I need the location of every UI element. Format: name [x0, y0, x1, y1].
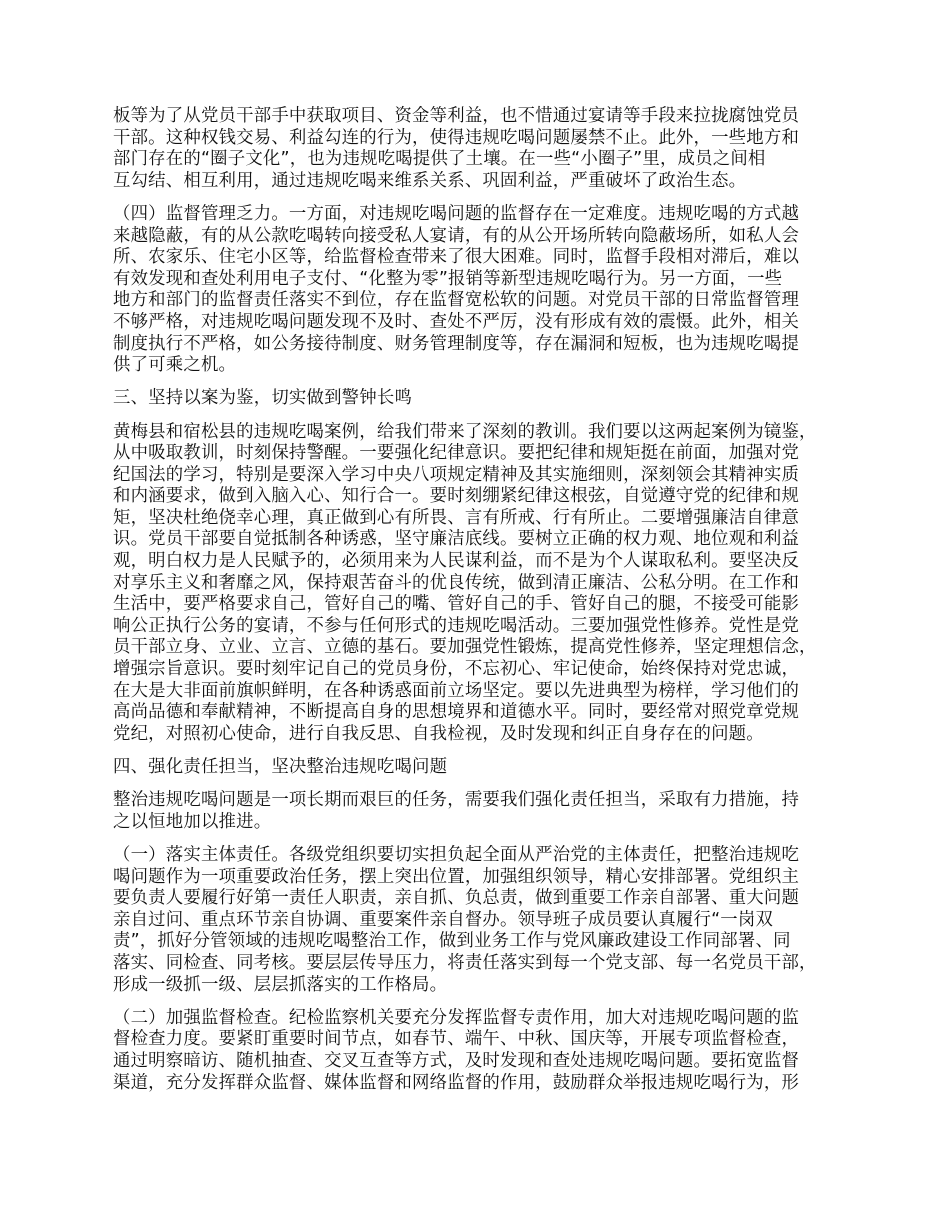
- text-line: 三、坚持以案为鉴，切实做到警钟长鸣: [113, 388, 413, 409]
- body-paragraph: [113, 204, 853, 377]
- text-line: 供了可乘之机。: [113, 355, 237, 376]
- text-line: 从中吸取教训，时刻保持警醒。一要强化纪律意识。要把纪律和规矩挺在前面，加强对党: [113, 443, 800, 464]
- text-line: 对享乐主义和奢靡之风，保持艰苦奋斗的优良传统，做到清正廉洁、公私分明。在工作和: [113, 572, 800, 593]
- text-line: 来越隐蔽，有的从公款吃喝转向接受私人宴请，有的从公开场所转向隐蔽场所，如私人会: [113, 225, 800, 246]
- text-line: 所、农家乐、住宅小区等，给监督检查带来了很大困难。同时，监督手段相对滞后，难以: [113, 247, 800, 268]
- text-line: 干部。这种权钱交易、利益勾连的行为，使得违规吃喝问题屡禁不止。此外，一些地方和: [113, 127, 800, 148]
- text-line: 渠道，充分发挥群众监督、媒体监督和网络监督的作用，鼓励群众举报违规吃喝行为，形: [113, 1072, 800, 1093]
- text-line: 四、强化责任担当，坚决整治违规吃喝问题: [113, 757, 448, 777]
- text-line: 生活中，要严格要求自己，管好自己的嘴、管好自己的手、管好自己的腿，不接受可能影: [113, 594, 800, 615]
- text-line: 督检查力度。要紧盯重要时间节点，如春节、端午、中秋、国庆等，开展专项监督检查，: [113, 1029, 800, 1050]
- text-line: 制度执行不严格，如公务接待制度、财务管理制度等，存在漏洞和短板，也为违规吃喝提: [113, 333, 800, 354]
- text-line: 在大是大非面前旗帜鲜明，在各种诱惑面前立场坚定。要以先进典型为榜样，学习他们的: [113, 680, 800, 701]
- text-line: 要负责人要履行好第一责任人职责，亲自抓、负总责，做到重要工作亲自部署、重大问题: [113, 888, 800, 909]
- text-line: 增强宗旨意识。要时刻牢记自己的党员身份，不忘初心、牢记使命，始终保持对党忠诚，: [113, 659, 800, 680]
- text-line: 响公正执行公务的宴请，不参与任何形式的违规吃喝活动。三要加强党性修养。党性是党: [113, 615, 800, 636]
- text-line: 之以恒地加以推进。: [113, 811, 272, 832]
- section-heading: [113, 757, 853, 779]
- text-line: （四）监督管理乏力。一方面，对违规吃喝问题的监督存在一定难度。违规吃喝的方式越: [113, 203, 800, 224]
- text-line: （一）落实主体责任。各级党组织要切实担负起全面从严治党的主体责任，把整治违规吃: [113, 844, 800, 865]
- text-line: 黄梅县和宿松县的违规吃喝案例，给我们带来了深刻的教训。我们要以这两起案例为镜鉴，: [113, 421, 817, 442]
- document-page: [113, 106, 853, 1106]
- text-line: 员干部立身、立业、立言、立德的基石。要加强党性锻炼，提高党性修养，坚定理想信念，: [113, 637, 817, 658]
- text-line: 党纪，对照初心使命，进行自我反思、自我检视，及时发现和纠正自身存在的问题。: [113, 723, 764, 744]
- text-line: 部门存在的“圈子文化”，也为违规吃喝提供了土壤。在一些“小圈子”里，成员之间相: [113, 149, 766, 170]
- text-line: 互勾结、相互利用，通过违规吃喝来维系关系、巩固利益，严重破坏了政治生态。: [113, 170, 747, 191]
- text-line: （二）加强监督检查。纪检监察机关要充分发挥监督专责作用，加大对违规吃喝问题的监: [113, 1007, 800, 1028]
- text-line: 板等为了从党员干部手中获取项目、资金等利益，也不惜通过宴请等手段来拉拢腐蚀党员: [113, 106, 800, 126]
- body-paragraph: [113, 845, 853, 996]
- section-heading: [113, 388, 853, 410]
- text-line: 有效发现和查处利用电子支付、“化整为零”报销等新型违规吃喝行为。另一方面，一些: [113, 268, 783, 289]
- text-line: 责”，抓好分管领域的违规吃喝整治工作，做到业务工作与党风廉政建设工作同部署、同: [113, 931, 791, 952]
- text-line: 观，明白权力是人民赋予的，必须用来为人民谋利益，而不是为个人谋取私利。要坚决反: [113, 551, 800, 572]
- text-line: 高尚品德和奉献精神，不断提高自身的思想境界和道德水平。同时，要经常对照党章党规: [113, 702, 800, 723]
- text-line: 不够严格，对违规吃喝问题发现不及时、查处不严厉，没有形成有效的震慑。此外，相关: [113, 311, 800, 332]
- text-line: 和内涵要求，做到入脑入心、知行合一。要时刻绷紧纪律这根弦，自觉遵守党的纪律和规: [113, 486, 800, 507]
- text-line: 整治违规吃喝问题是一项长期而艰巨的任务，需要我们强化责任担当，采取有力措施，持: [113, 790, 800, 811]
- text-line: 矩，坚决杜绝侥幸心理，真正做到心有所畏、言有所戒、行有所止。二要增强廉洁自律意: [113, 507, 800, 528]
- text-line: 纪国法的学习，特别是要深入学习中央八项规定精神及其实施细则，深刻领会其精神实质: [113, 464, 800, 485]
- body-paragraph: [113, 422, 853, 746]
- body-paragraph: [113, 790, 853, 833]
- text-line: 通过明察暗访、随机抽查、交叉互查等方式，及时发现和查处违规吃喝问题。要拓宽监督: [113, 1050, 800, 1071]
- body-paragraph: [113, 106, 853, 192]
- body-paragraph: [113, 1008, 853, 1094]
- text-line: 亲自过问、重点环节亲自协调、重要案件亲自督办。领导班子成员要认真履行“一岗双: [113, 909, 774, 930]
- text-line: 地方和部门的监督责任落实不到位，存在监督宽松软的问题。对党员干部的日常监督管理: [113, 290, 800, 311]
- text-line: 识。党员干部要自觉抵制各种诱惑，坚守廉洁底线。要树立正确的权力观、地位观和利益: [113, 529, 800, 550]
- text-line: 喝问题作为一项重要政治任务，摆上突出位置，加强组织领导，精心安排部署。党组织主: [113, 866, 800, 887]
- text-line: 形成一级抓一级、层层抓落实的工作格局。: [113, 974, 448, 995]
- text-line: 落实、同检查、同考核。要层层传导压力，将责任落实到每一个党支部、每一名党员干部，: [113, 952, 817, 973]
